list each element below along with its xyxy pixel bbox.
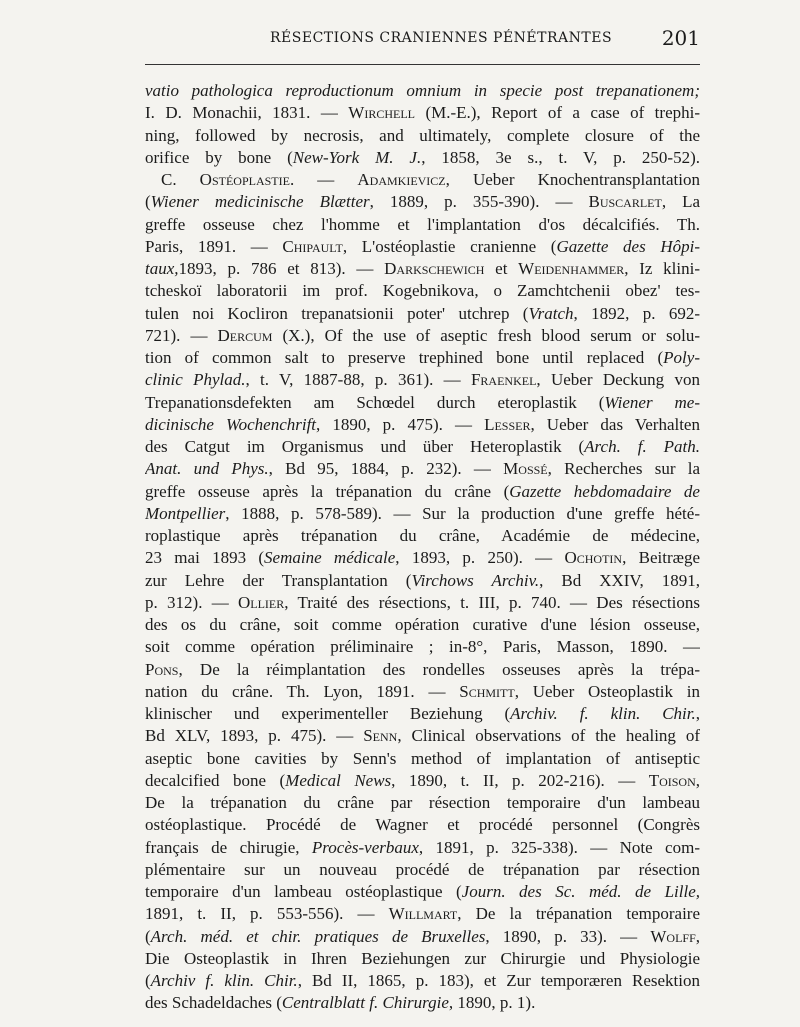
author-name: Willmart bbox=[388, 904, 458, 924]
text-run: , 1890, p. 1). bbox=[448, 993, 536, 1013]
author-name: Buscarlet bbox=[588, 192, 662, 212]
text-run: , t. V, 1887-88, p. 361). — bbox=[245, 370, 471, 390]
italic-title: Anat. und Phys. bbox=[145, 459, 269, 479]
running-title: RÉSECTIONS CRANIENNES PÉNÉTRANTES bbox=[270, 30, 613, 46]
text-run: et bbox=[484, 259, 519, 278]
page-header bbox=[145, 26, 700, 52]
text-run: , Iz klini- bbox=[624, 259, 700, 278]
text-run: I. D. Monachii, 1831. — bbox=[145, 103, 349, 123]
text-run: decalcified bone ( bbox=[145, 770, 286, 790]
text-run: De la trépanation du crâne par résection temporaire d'un lambeau bbox=[145, 793, 700, 812]
text-run: Trepanationsdefekten am Schœdel durch eteroplastik ( bbox=[145, 392, 605, 412]
author-name: Darkschewich bbox=[384, 259, 485, 278]
text-run: , L'ostéoplastie cranienne ( bbox=[342, 236, 557, 256]
italic-title: Journ. des Sc. méd. de Lille, bbox=[461, 882, 700, 901]
header-rule bbox=[145, 64, 700, 65]
text-line bbox=[145, 570, 700, 592]
text-run: , De la trépanation temporaire bbox=[457, 904, 700, 924]
text-run: , Bd II, 1865, p. 183), et Zur temporæren Resektion bbox=[297, 971, 700, 990]
text-line bbox=[145, 458, 700, 480]
text-run: Bd XLV, 1893, p. 475). — bbox=[145, 726, 364, 746]
text-line bbox=[145, 903, 700, 925]
text-run: , bbox=[695, 704, 700, 723]
author-name: Toison bbox=[648, 770, 696, 790]
text-run: , 1891, p. 325-338). — Note com- bbox=[418, 837, 700, 857]
text-run: des Schadeldaches ( bbox=[145, 993, 282, 1013]
text-line bbox=[145, 614, 700, 636]
italic-title: Archiv. f. klin. Chir. bbox=[510, 704, 696, 723]
italic-title: Montpellier bbox=[145, 503, 226, 523]
italic-title: taux, bbox=[145, 259, 179, 278]
text-line bbox=[145, 636, 700, 658]
text-run: Paris, 1891. — bbox=[145, 236, 283, 256]
text-line bbox=[145, 347, 700, 369]
italic-title: Virchows Archiv. bbox=[411, 570, 540, 590]
text-line bbox=[145, 970, 700, 992]
text-run: , Bd 95, 1884, p. 232). — bbox=[268, 459, 504, 479]
text-line bbox=[145, 837, 700, 859]
author-name: Chipault bbox=[282, 236, 343, 256]
text-run: , 1858, 3e s., t. V, p. 250-52). bbox=[421, 147, 700, 167]
text-run: des os du crâne, soit comme opération curative d'une lésion osseuse, bbox=[145, 615, 700, 634]
text-run: aseptic bone cavities by Senn's method of implantation of antiseptic bbox=[145, 748, 700, 768]
text-line bbox=[145, 303, 700, 325]
text-run: 721). — bbox=[145, 325, 218, 345]
author-name: Pons bbox=[145, 659, 179, 679]
italic-title: dicinische Wochenchrift bbox=[145, 414, 317, 434]
italic-title: Wiener me- bbox=[604, 392, 700, 412]
text-run: (X.), Of the use of aseptic fresh blood serum or solu- bbox=[272, 325, 700, 345]
text-line bbox=[145, 926, 700, 948]
text-run: ( bbox=[145, 926, 151, 946]
text-line bbox=[145, 748, 700, 770]
text-run: klinischer und experimenteller Beziehung ( bbox=[145, 704, 511, 723]
text-run: p. 312). — bbox=[145, 592, 238, 612]
text-run: tcheskoï laboratorii im prof. Kogebnikova, o Zamchtchenii obez' tes- bbox=[145, 281, 700, 301]
text-run: , Ueber Deckung von bbox=[536, 370, 700, 390]
italic-title: Archiv f. klin. Chir. bbox=[150, 971, 298, 990]
text-line bbox=[145, 125, 700, 147]
author-name: Ollier bbox=[238, 592, 285, 612]
text-run: , 1889, p. 355-390). — bbox=[369, 192, 589, 212]
text-line bbox=[145, 992, 700, 1014]
text-run: , Clinical observations of the healing of bbox=[397, 726, 700, 746]
author-name: Ochotin bbox=[564, 548, 623, 568]
text-line bbox=[145, 169, 700, 191]
text-run: 23 mai 1893 ( bbox=[145, 548, 265, 568]
text-line bbox=[145, 414, 700, 436]
text-run: , De la réimplantation des rondelles osseuses après la trépa- bbox=[178, 659, 700, 679]
text-run: , bbox=[695, 770, 700, 790]
text-line bbox=[145, 436, 700, 458]
text-run: , 1890, p. 475). — bbox=[316, 414, 485, 434]
text-run: , Recherches sur la bbox=[547, 459, 700, 479]
text-line bbox=[145, 214, 700, 236]
author-name: Wirchell bbox=[348, 103, 415, 123]
text-run: plémentaire sur un nouveau procédé de trépanation par résection bbox=[145, 859, 700, 879]
text-run: 1893, p. 786 et 813). — bbox=[178, 259, 385, 278]
text-run: ostéoplastique. Procédé de Wagner et procédé personnel (Congrès bbox=[145, 815, 700, 835]
text-line bbox=[145, 236, 700, 258]
text-run: temporaire d'un lambeau ostéoplastique ( bbox=[145, 882, 462, 901]
author-name: Mossé bbox=[503, 459, 548, 479]
text-line bbox=[145, 703, 700, 725]
italic-title: Centralblatt f. Chirurgie bbox=[281, 993, 449, 1013]
text-run: , Ueber Knochentransplantation bbox=[445, 170, 700, 189]
italic-title: Vratch bbox=[528, 303, 574, 323]
text-run: des Catgut im Organismus und über Heteroplastik ( bbox=[145, 437, 585, 456]
text-run: roplastique après trépanation du crâne, Académie de médecine, bbox=[145, 526, 700, 545]
text-line bbox=[145, 881, 700, 903]
text-line bbox=[145, 325, 700, 347]
text-line bbox=[145, 948, 700, 970]
text-run: , 1890, p. 33). — bbox=[485, 926, 651, 946]
text-run: , La bbox=[661, 192, 700, 212]
italic-title: Gazette hebdomadaire de bbox=[509, 481, 700, 501]
text-line bbox=[145, 481, 700, 503]
author-name: Adamkievicz bbox=[357, 170, 446, 189]
text-run: C. bbox=[161, 170, 200, 189]
text-run: , 1888, p. 578-589). — Sur la production d'une greffe hété- bbox=[225, 503, 700, 523]
text-run: Die Osteoplastik in Ihren Beziehungen zur Chirurgie und Physiologie bbox=[145, 948, 700, 968]
text-line bbox=[145, 258, 700, 280]
italic-title: Wiener medicinische Blætter bbox=[150, 192, 370, 212]
author-name: Schmitt bbox=[459, 681, 515, 701]
text-run: tion of common salt to preserve trephined bone until replaced ( bbox=[145, 348, 664, 367]
text-run: ( bbox=[145, 192, 151, 212]
text-line bbox=[145, 547, 700, 569]
text-line bbox=[145, 859, 700, 881]
author-name: Weidenhammer bbox=[518, 259, 625, 278]
page-number: 201 bbox=[661, 26, 700, 50]
text-run: , 1893, p. 250). — bbox=[395, 548, 565, 568]
text-line bbox=[145, 191, 700, 213]
text-line bbox=[145, 659, 700, 681]
text-run: tulen noi Kocliron trepanatsionii poter' utchrep ( bbox=[145, 303, 529, 323]
text-run: nation du crâne. Th. Lyon, 1891. — bbox=[145, 681, 460, 701]
text-run: ( bbox=[145, 971, 151, 990]
text-line bbox=[145, 280, 700, 302]
italic-title: Gazette des Hôpi- bbox=[556, 236, 700, 256]
text-line bbox=[145, 392, 700, 414]
italic-title: clinic Phylad. bbox=[145, 370, 246, 390]
text-line bbox=[145, 725, 700, 747]
text-run: greffe osseuse chez l'homme et l'implantation d'os décalcifiés. Th. bbox=[145, 214, 700, 234]
italic-title: Arch. f. Path. bbox=[584, 437, 700, 456]
text-run: , bbox=[695, 926, 700, 946]
text-line bbox=[145, 814, 700, 836]
author-name: Lesser bbox=[484, 414, 531, 434]
text-run: (M.-E.), Report of a case of trephi- bbox=[415, 103, 700, 123]
author-name: Ostéoplastie bbox=[199, 170, 290, 189]
author-name: Fraenkel bbox=[470, 370, 537, 390]
italic-title: Arch. méd. et chir. pratiques de Bruxelles bbox=[150, 926, 486, 946]
author-name: Wolff bbox=[650, 926, 696, 946]
text-run: 1891, t. II, p. 553-556). — bbox=[145, 904, 389, 924]
text-run: zur Lehre der Transplantation ( bbox=[145, 570, 412, 590]
italic-title: Medical News bbox=[285, 770, 392, 790]
text-line bbox=[145, 80, 700, 102]
text-line bbox=[145, 592, 700, 614]
text-run: , Traité des résections, t. III, p. 740. — Des résections bbox=[284, 592, 700, 612]
text-line bbox=[145, 369, 700, 391]
text-line bbox=[145, 681, 700, 703]
bibliography-text bbox=[145, 80, 700, 1015]
text-run: français de chirugie, bbox=[145, 837, 312, 857]
text-line bbox=[145, 770, 700, 792]
text-line bbox=[145, 525, 700, 547]
text-run: , Beitræge bbox=[622, 548, 700, 568]
text-line bbox=[145, 792, 700, 814]
text-run: , Bd XXIV, 1891, bbox=[539, 570, 700, 590]
italic-title: Procès-verbaux bbox=[311, 837, 419, 857]
text-line bbox=[145, 503, 700, 525]
italic-title: New-York M. J. bbox=[292, 147, 422, 167]
text-run: . — bbox=[289, 170, 358, 189]
text-run: , 1892, p. 692- bbox=[573, 303, 700, 323]
italic-title: Poly- bbox=[663, 348, 700, 367]
text-run: , Ueber das Verhalten bbox=[530, 414, 700, 434]
text-run: , Ueber Osteoplastik in bbox=[514, 681, 700, 701]
text-run: ning, followed by necrosis, and ultimately, complete closure of the bbox=[145, 125, 700, 145]
text-line bbox=[145, 147, 700, 169]
text-run: soit comme opération préliminaire ; in-8°, Paris, Masson, 1890. — bbox=[145, 637, 700, 657]
text-run: , 1890, t. II, p. 202-216). — bbox=[391, 770, 649, 790]
text-line bbox=[145, 102, 700, 124]
author-name: Dercum bbox=[217, 325, 273, 345]
author-name: Senn bbox=[363, 726, 398, 746]
text-run: greffe osseuse après la trépanation du crâne ( bbox=[145, 481, 510, 501]
text-run: orifice by bone ( bbox=[145, 147, 293, 167]
italic-title: vatio pathologica reproductionum omnium in specie post trepanationem; bbox=[145, 81, 700, 100]
italic-title: Semaine médicale bbox=[264, 548, 396, 568]
